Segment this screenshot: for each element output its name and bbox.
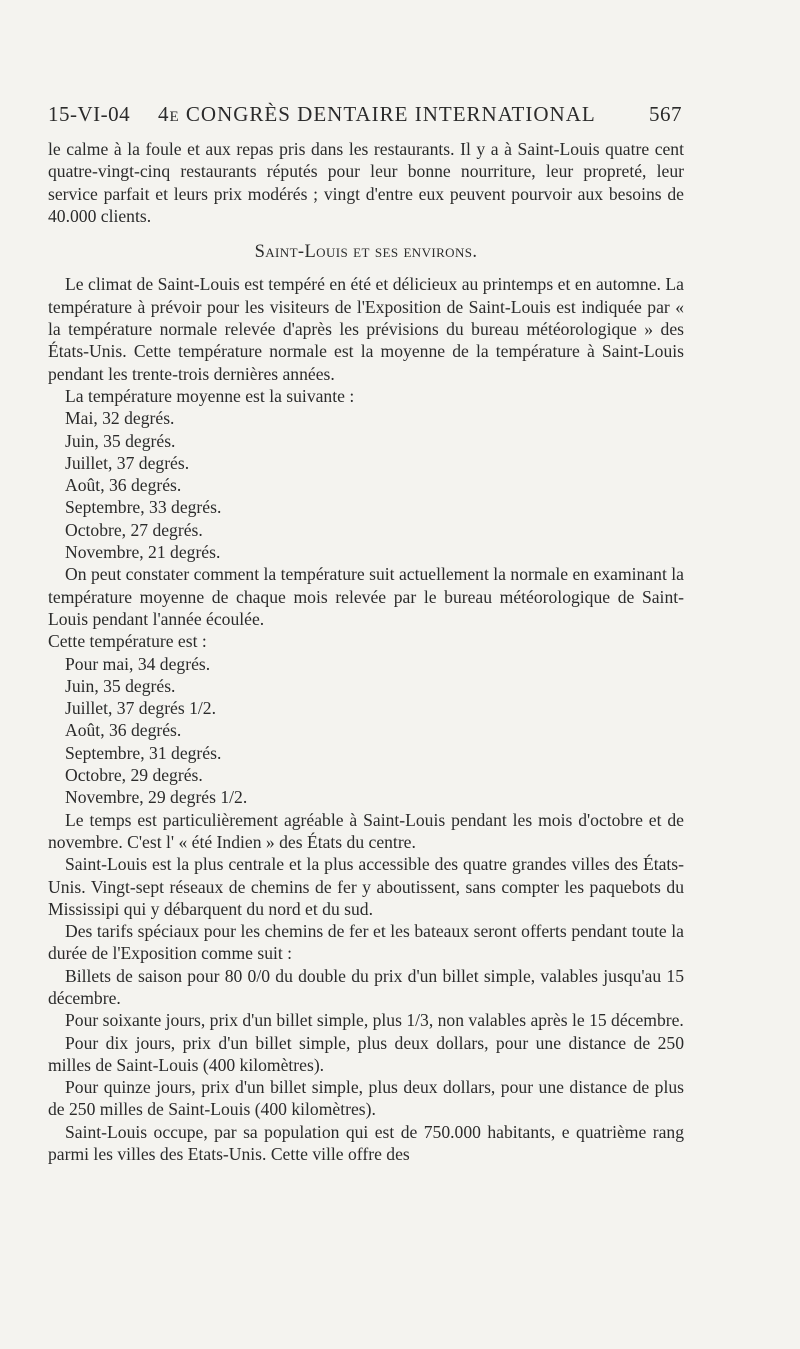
list-item: Août, 36 degrés. [65,720,182,741]
list-item: Septembre, 31 degrés. [65,742,222,763]
last-year-intro: Cette température est : [48,631,207,652]
paragraph-indian-summer: Le temps est particulièrement agréable à Saint-Louis pendant les mois d'octobre et de novembre. C'est l' « été Indien » des États du centre. [48,809,684,852]
running-header [48,96,682,132]
intro-paragraph: le calme à la foule et aux repas pris dans les restaurants. Il y a à Saint-Louis quatre cent quatre-vingt-cinq restaurants réputés pour leur bonne nourriture, leur propreté, leur service parfait et leurs prix modérés ; vingt d'entre eux peuvent pourvoir aux besoins de 40.000 clients. [48,139,684,226]
list-item: Novembre, 29 degrés 1/2. [65,787,248,808]
list-item: Août, 36 degrés. [65,475,182,496]
list-item: Juillet, 37 degrés 1/2. [65,698,216,719]
list-item: Septembre, 33 degrés. [65,497,222,518]
list-item: Mai, 32 degrés. [65,408,175,429]
verify-paragraph: On peut constater comment la température suit actuellement la normale en examinant la température moyenne de chaque mois relevée par le bureau météorologique de Saint-Louis pendant l'année écoulée. [48,564,684,629]
list-item: Juillet, 37 degrés. [65,452,190,473]
paragraph-sixty-days: Pour soixante jours, prix d'un billet simple, plus 1/3, non valables après le 15 décembre. [65,1010,684,1031]
average-intro: La température moyenne est la suivante : [65,385,355,406]
last-year-temperature-list [48,653,684,809]
paragraph-accessibility: Saint-Louis est la plus centrale et la plus accessible des quatre grandes villes des États-Unis. Vingt-sept réseaux de chemins de fer y aboutissent, sans compter les paquebots du Mississipi qui y débarquent du nord et du sud. [48,854,684,919]
header-date: 15-VI-04 [48,102,131,126]
list-item: Juin, 35 degrés. [65,675,176,696]
paragraph-fifteen-days: Pour quinze jours, prix d'un billet simple, plus deux dollars, pour une distance de plus de 250 milles de Saint-Louis (400 kilomètres). [48,1077,684,1120]
list-item: Juin, 35 degrés. [65,430,176,451]
climate-paragraph: Le climat de Saint-Louis est tempéré en été et délicieux au printemps et en automne. La température à prévoir pour les visiteurs de l'Exposition de Saint-Louis est indiquée par « la température normale relevée d'après les prévisions du bureau météorologique » des États-Unis. Cette température normale est la moyenne de la température à Saint-Louis pendant les trente-trois dernières années. [48,274,684,384]
paragraph-population: Saint-Louis occupe, par sa population qui est de 750.000 habitants, e quatrième rang parmi les villes des Etats-Unis. Cette ville offre des [48,1121,684,1165]
paragraph-special-rates: Des tarifs spéciaux pour les chemins de fer et les bateaux seront offerts pendant toute la durée de l'Exposition comme suit : [48,921,684,964]
paragraph-ten-days: Pour dix jours, prix d'un billet simple, plus deux dollars, pour une distance de 250 milles de Saint-Louis (400 kilomètres). [48,1032,684,1075]
page-body [48,138,684,1165]
section-title: Saint-Louis et ses environs. [254,242,478,263]
list-item: Novembre, 21 degrés. [65,542,221,563]
paragraph-season-tickets: Billets de saison pour 80 0/0 du double du prix d'un billet simple, valables jusqu'au 15 décembre. [48,965,684,1008]
average-temperature-list [48,407,684,563]
header-title: 4e CONGRÈS DENTAIRE INTERNATIONAL [158,102,596,126]
list-item: Pour mai, 34 degrés. [65,653,211,674]
list-item: Octobre, 27 degrés. [65,519,203,540]
page-number: 567 [649,102,682,126]
list-item: Octobre, 29 degrés. [65,765,203,786]
